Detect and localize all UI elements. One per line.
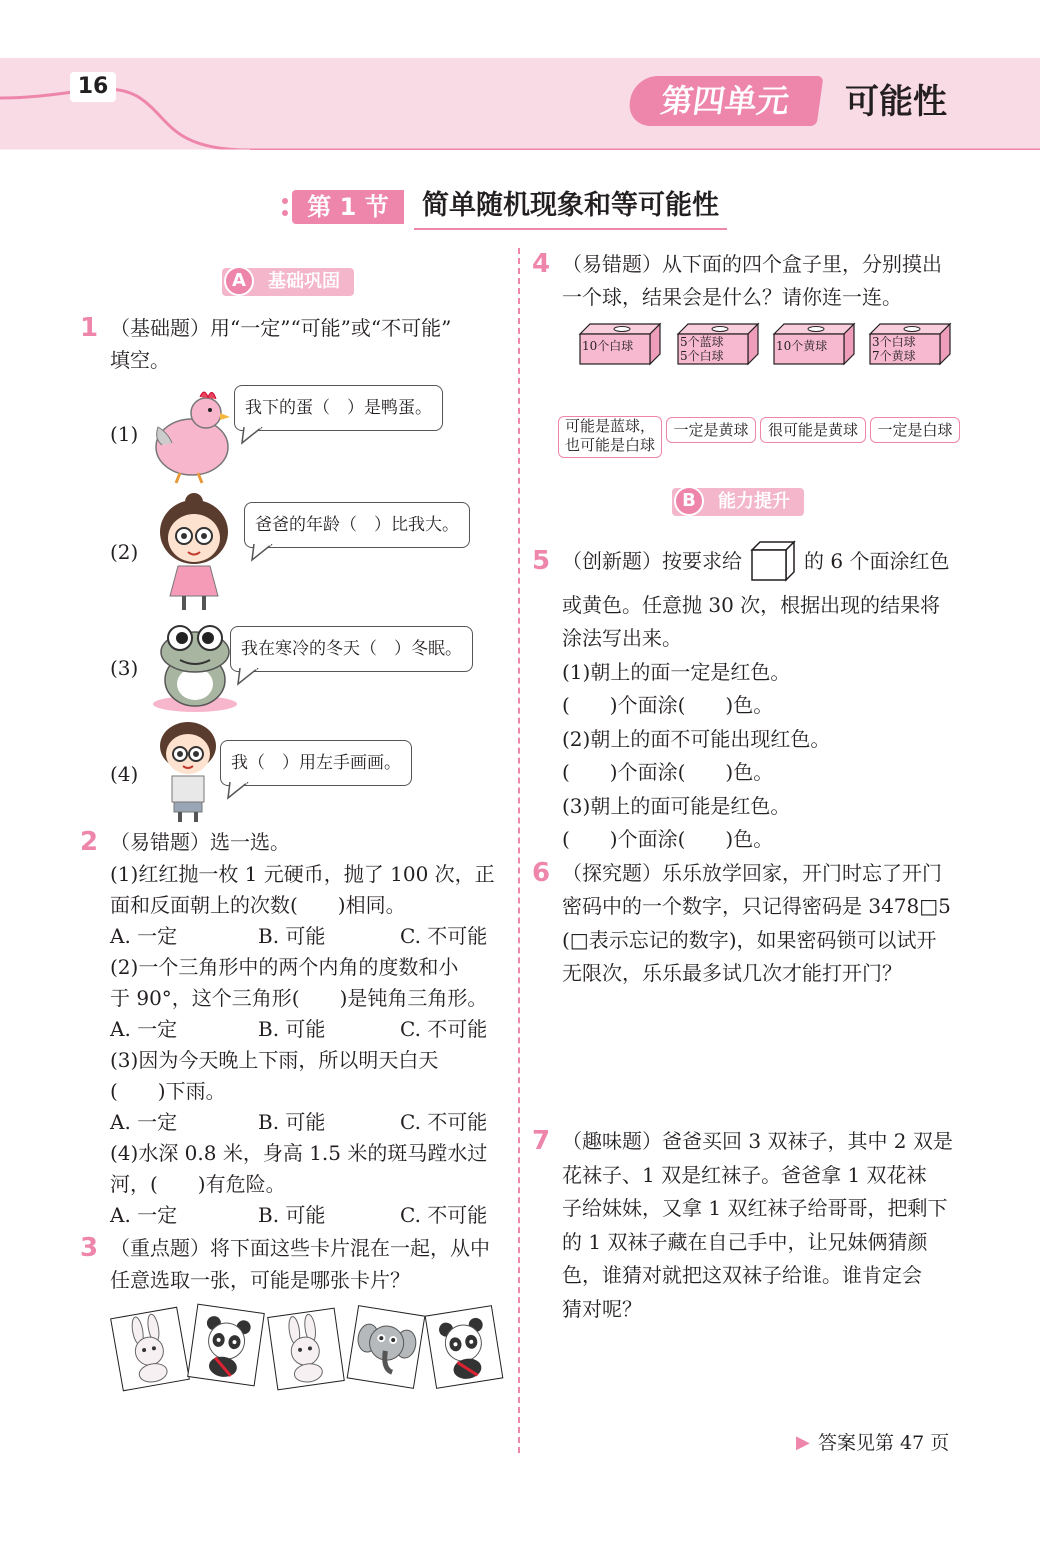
q6-number: 6 [532, 858, 551, 888]
q5-line: (1)朝上的面一定是红色。 [562, 660, 791, 684]
elephant-icon [348, 1306, 424, 1387]
bubble-tail [226, 782, 256, 802]
q7-line: 子给妹妹，又拿 1 双红袜子给哥哥，把剩下 [562, 1196, 948, 1220]
q5-line: ( )个面涂( )色。 [562, 760, 774, 784]
speech-bubble: 我下的蛋（ ）是鸭蛋。 [234, 385, 443, 431]
bubble-tail [240, 427, 270, 447]
q1-line: 填空。 [110, 348, 170, 372]
q2-option-c: C. 不可能 [400, 1203, 488, 1227]
panda-card [425, 1305, 504, 1389]
q2-line: 于 90°，这个三角形( )是钝角三角形。 [110, 986, 488, 1010]
ball-box [868, 322, 952, 366]
q2-option-a: A. 一定 [110, 924, 178, 948]
part-a-label: 基础巩固 [268, 271, 340, 292]
q2-line: ( )下雨。 [110, 1079, 226, 1103]
q7-number: 7 [532, 1126, 551, 1156]
cube-icon [750, 540, 796, 582]
box-label: 10个白球 [582, 339, 634, 353]
q6-line: 无限次，乐乐最多试几次才能打开门？ [562, 961, 902, 985]
bubble-tail [236, 668, 266, 688]
q7-line: 的 1 双袜子藏在自己手中，让兄妹俩猜颜 [562, 1230, 928, 1254]
result-label: 很可能是黄球 [760, 417, 866, 443]
q3-line: 任意选取一张，可能是哪张卡片？ [110, 1268, 410, 1292]
speech-bubble: 我在寒冷的冬天（ ）冬眠。 [230, 626, 473, 672]
part-b-letter: B [674, 486, 704, 516]
q7-line: 色，谁猜对就把这双袜子给谁。谁肯定会 [562, 1263, 922, 1287]
box-label: 3个白球 7个黄球 [872, 335, 916, 363]
q5-line: （创新题）按要求给 [562, 549, 742, 573]
q3-line: （重点题）将下面这些卡片混在一起，从中 [110, 1236, 490, 1260]
unit-badge: 第四单元 [626, 76, 823, 126]
q5-number: 5 [532, 546, 551, 576]
q2-option-c: C. 不可能 [400, 924, 488, 948]
q1-item-index: (2) [110, 540, 139, 564]
bubble-tail [250, 544, 280, 564]
rabbit-card [110, 1307, 190, 1392]
column-divider [518, 248, 520, 1453]
q7-line: 花袜子、1 双是红袜子。爸爸拿 1 双花袜 [562, 1163, 927, 1187]
unit-title: 可能性 [845, 82, 947, 122]
girl-illustration [148, 490, 238, 612]
rabbit-card [267, 1308, 345, 1391]
section-dot [282, 210, 288, 216]
q2-line: 河，( )有危险。 [110, 1172, 286, 1196]
boy-illustration [150, 720, 228, 824]
ball-box [772, 322, 856, 366]
q4-number: 4 [532, 249, 551, 279]
footer-arrow-icon: ▶ [796, 1432, 810, 1453]
q3-number: 3 [80, 1233, 99, 1263]
q7-line: 猜对呢？ [562, 1297, 642, 1321]
q2-line: (1)红红抛一枚 1 元硬币，抛了 100 次，正 [110, 862, 495, 886]
q2-number: 2 [80, 827, 99, 857]
panda-card [187, 1304, 265, 1387]
q2-option-a: A. 一定 [110, 1110, 178, 1134]
q7-line: （趣味题）爸爸买回 3 双袜子，其中 2 双是 [562, 1129, 953, 1153]
page-number: 16 [70, 72, 116, 102]
q6-line: 密码中的一个数字，只记得密码是 3478□5 [562, 894, 951, 918]
q5-line: ( )个面涂( )色。 [562, 693, 774, 717]
result-label: 一定是黄球 [666, 417, 756, 443]
q2-line: (4)水深 0.8 米，身高 1.5 米的斑马蹚水过 [110, 1141, 488, 1165]
q5-line: 或黄色。任意抛 30 次，根据出现的结果将 [562, 593, 941, 617]
q5-line: (3)朝上的面可能是红色。 [562, 794, 791, 818]
q1-number: 1 [80, 313, 99, 343]
q6-line: (□表示忘记的数字)，如果密码锁可以试开 [562, 928, 937, 952]
frog-illustration [150, 618, 240, 714]
result-label: 可能是蓝球， 也可能是白球 [558, 416, 662, 458]
q2-option-c: C. 不可能 [400, 1110, 488, 1134]
section-title: 简单随机现象和等可能性 [414, 186, 727, 230]
panda-icon [426, 1306, 502, 1387]
ball-box [676, 322, 760, 366]
q5-line: ( )个面涂( )色。 [562, 827, 774, 851]
q2-option-b: B. 可能 [258, 1110, 326, 1134]
rabbit-icon [111, 1308, 188, 1390]
q2-line: (3)因为今天晚上下雨，所以明天白天 [110, 1048, 439, 1072]
q2-option-a: A. 一定 [110, 1017, 178, 1041]
elephant-card [347, 1305, 426, 1389]
panda-icon [188, 1305, 263, 1385]
q1-item-index: (1) [110, 422, 139, 446]
section-badge: 第 1 节 [292, 190, 404, 224]
q6-line: （探究题）乐乐放学回家，开门时忘了开门 [562, 861, 942, 885]
q2-option-b: B. 可能 [258, 1017, 326, 1041]
section-dot [282, 198, 288, 204]
q1-line: （基础题）用“一定”“可能”或“不可能” [110, 316, 452, 340]
q2-option-c: C. 不可能 [400, 1017, 488, 1041]
q2-line: (2)一个三角形中的两个内角的度数和小 [110, 955, 459, 979]
q2-title: （易错题）选一选。 [110, 830, 290, 854]
q5-line: 的 6 个面涂红色 [804, 549, 950, 573]
q1-item-index: (3) [110, 656, 139, 680]
ball-box [578, 322, 662, 366]
result-label: 一定是白球 [870, 417, 960, 443]
q5-line: (2)朝上的面不可能出现红色。 [562, 727, 831, 751]
box-label: 5个蓝球 5个白球 [680, 335, 724, 363]
answer-reference: 答案见第 47 页 [818, 1432, 950, 1454]
hen-illustration [150, 385, 236, 485]
q2-option-b: B. 可能 [258, 1203, 326, 1227]
speech-bubble: 我（ ）用左手画画。 [220, 740, 412, 786]
q4-line: （易错题）从下面的四个盒子里，分别摸出 [562, 252, 942, 276]
q2-option-a: A. 一定 [110, 1203, 178, 1227]
part-a-letter: A [224, 266, 254, 296]
q2-option-b: B. 可能 [258, 924, 326, 948]
part-b-label: 能力提升 [718, 491, 790, 512]
q4-line: 一个球，结果会是什么？请你连一连。 [562, 285, 902, 309]
q5-line: 涂法写出来。 [562, 626, 682, 650]
q1-item-index: (4) [110, 762, 139, 786]
speech-bubble: 爸爸的年龄（ ）比我大。 [244, 502, 470, 548]
box-label: 10个黄球 [776, 339, 828, 353]
rabbit-icon [268, 1309, 343, 1389]
q2-line: 面和反面朝上的次数( )相同。 [110, 893, 406, 917]
